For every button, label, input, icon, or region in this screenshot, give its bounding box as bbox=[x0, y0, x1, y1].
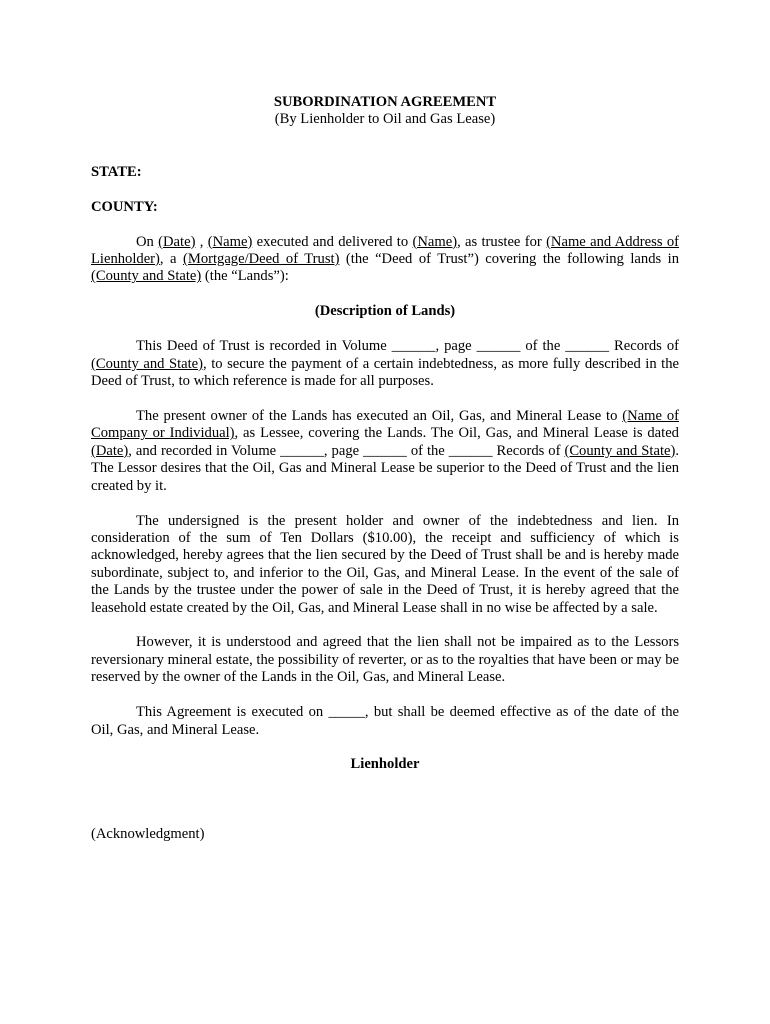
lienholder-signature-label: Lienholder bbox=[350, 756, 420, 773]
document-title: SUBORDINATION AGREEMENT bbox=[273, 94, 497, 110]
name-placeholder: (Name) bbox=[207, 233, 253, 250]
county-state-placeholder: (County and State) bbox=[91, 355, 204, 372]
title-block bbox=[91, 94, 679, 129]
county-state-placeholder: (County and State) bbox=[91, 268, 202, 285]
company-placeholder: (Name of Company or Individual) bbox=[91, 407, 679, 442]
county-label: COUNTY: bbox=[91, 198, 158, 215]
paragraph-lease: The present owner of the Lands has executed an Oil, Gas, and Mineral Lease to (Name of Company or Individual), as Lessee, covering the Lands. The Oil, Gas, and Mineral Lease is dated (Date), and recorded in Volume ______, page ______ of the ______ Records of (County and State). The Lessor desires that the Oil, Gas and Mineral Lease be superior to the Deed of Trust and the lien created by it. bbox=[91, 407, 680, 494]
paragraph-subordination: The undersigned is the present holder and owner of the indebtedness and lien. In consideration of the sum of Ten Dollars ($10.00), the receipt and sufficiency of which is acknowledged, hereby agrees that the lien secured by the Deed of Trust shall be and is hereby made subordinate, subject to, and inferior to the Oil, Gas, and Mineral Lease. In the event of the sale of the Lands by the trustee under the power of sale in the Deed of Trust, it is hereby agreed that the leasehold estate created by the Oil, Gas, and Mineral Lease shall in no wise be affected by a sale. bbox=[91, 512, 679, 616]
paragraph-reversionary: However, it is understood and agreed that the lien shall not be impaired as to the Lessors reversionary mineral estate, the possibility of reverter, or as to the royalties that have been or may be reserved by the owner of the Lands in the Oil, Gas, and Mineral Lease. bbox=[91, 634, 679, 686]
description-heading: (Description of Lands) bbox=[314, 303, 456, 320]
state-label: STATE: bbox=[91, 163, 142, 180]
county-state-placeholder: (County and State) bbox=[564, 442, 676, 459]
acknowledgment-label: (Acknowledgment) bbox=[91, 825, 205, 842]
date-placeholder: (Date) bbox=[91, 442, 129, 459]
mortgage-placeholder: (Mortgage/Deed of Trust) bbox=[182, 251, 340, 268]
lienholder-placeholder: (Name and Address of Lienholder) bbox=[91, 233, 679, 268]
paragraph-recording: This Deed of Trust is recorded in Volume ______, page ______ of the ______ Records of (County and State), to secure the payment of a certain indebtedness, as more fully described in the Deed of Trust, to which reference is made for all purposes. bbox=[91, 338, 679, 390]
document-subtitle: (By Lienholder to Oil and Gas Lease) bbox=[274, 111, 496, 128]
paragraph-deed-execution: On (Date) , (Name) executed and delivered to (Name), as trustee for (Name and Address of Lienholder), a (Mortgage/Deed of Trust) (the “Deed of Trust”) covering the following lands in (County and State) (the “Lands”): bbox=[91, 233, 679, 285]
paragraph-execution-date: This Agreement is executed on _____, but shall be deemed effective as of the date of the Oil, Gas, and Mineral Lease. bbox=[91, 704, 679, 738]
trustee-name-placeholder: (Name) bbox=[412, 233, 458, 250]
date-placeholder: (Date) bbox=[158, 233, 196, 250]
